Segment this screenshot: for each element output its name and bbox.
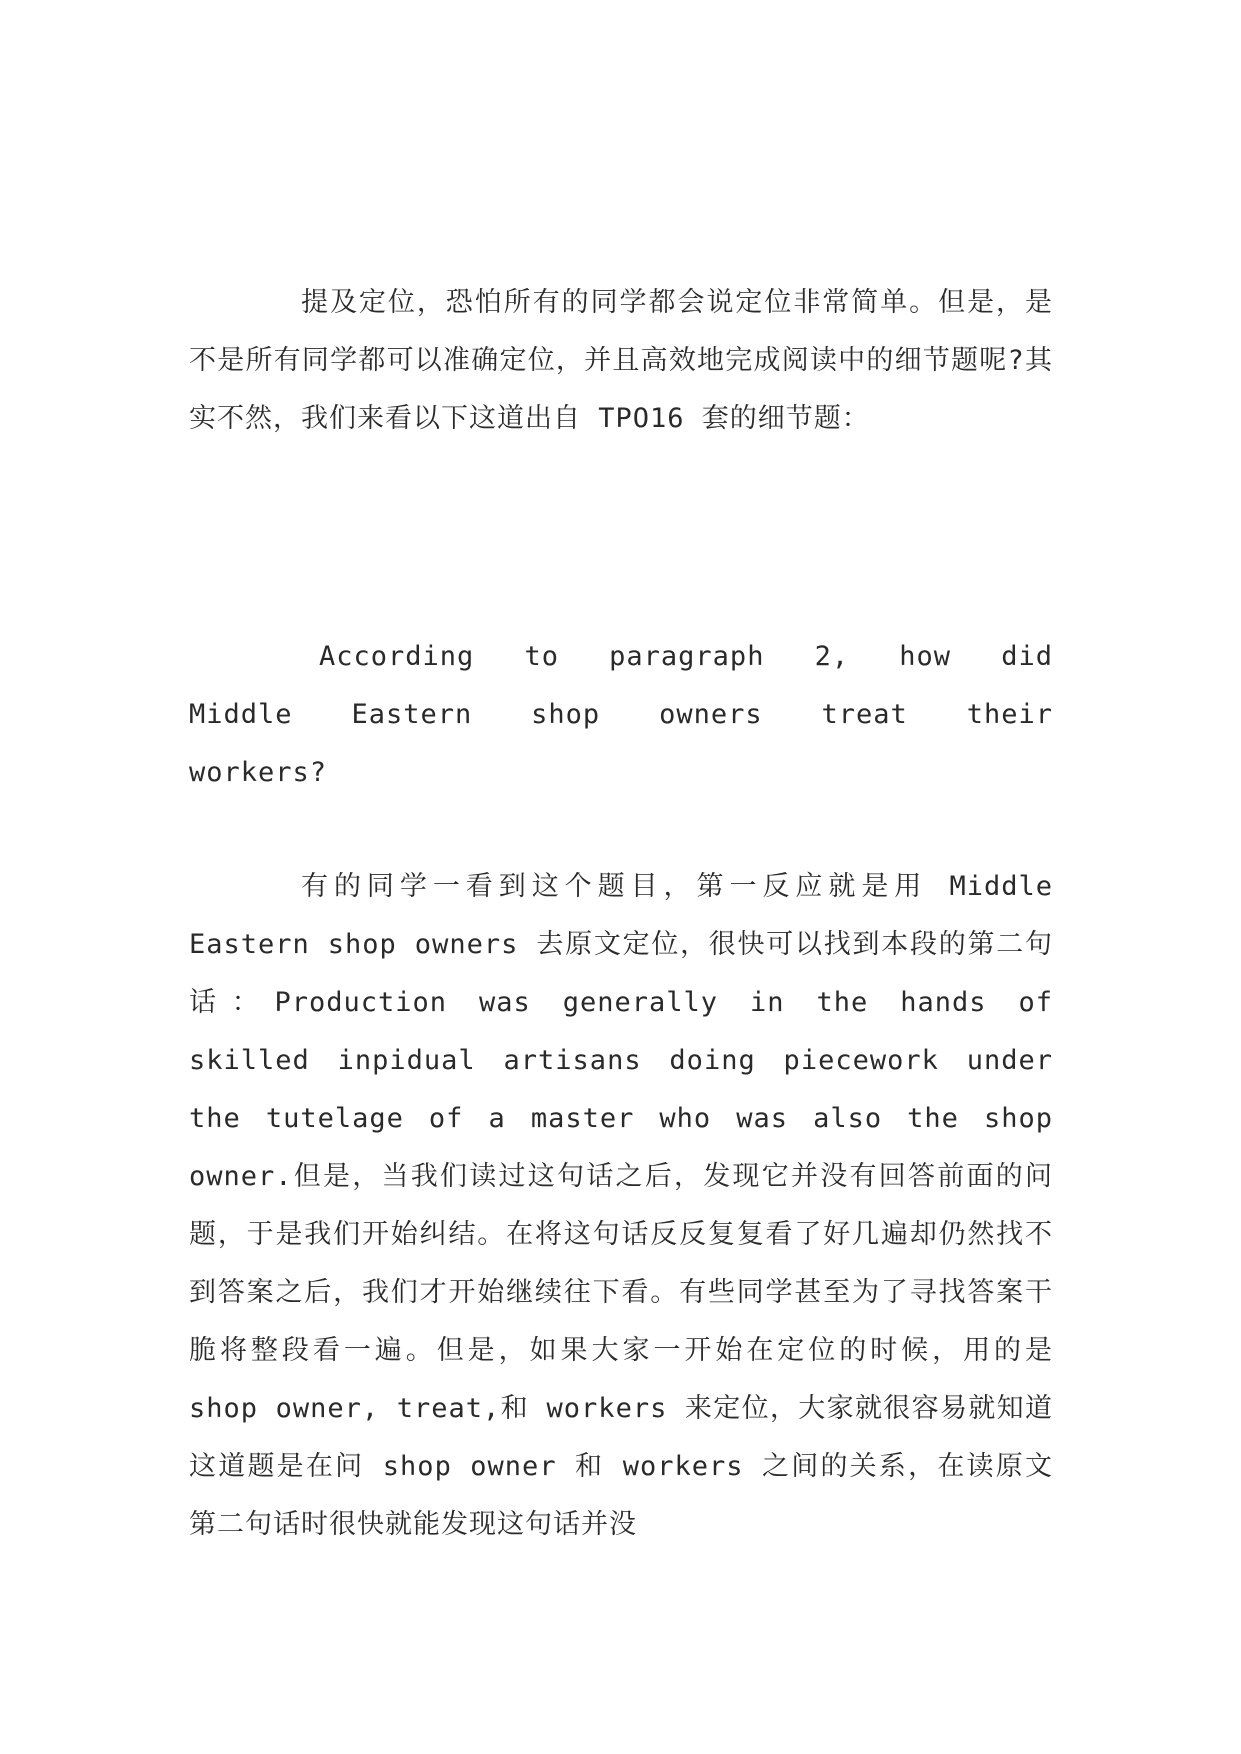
analysis-paragraph: 有的同学一看到这个题目，第一反应就是用 Middle Eastern shop owners 去原文定位，很快可以找到本段的第二句话：Production was generally in the hands of skilled inpidual artisans doing piecework under the tutelage of a master who was also the shop owner.但是，当我们读过这句话之后，发现它并没有回答前面的问题，于是我们开始纠结。在将这句话反反复复看了好几遍却仍然找不到答案之后，我们才开始继续往下看。有些同学甚至为了寻找答案干脆将整段看一遍。但是，如果大家一开始在定位的时候，用的是 shop owner, treat,和 workers 来定位，大家就很容易就知道这道题是在问 shop owner 和 workers 之间的关系，在读原文第二句话时很快就能发现这句话并没: [189, 871, 1053, 1540]
intro-paragraph: 提及定位，恐怕所有的同学都会说定位非常简单。但是，是不是所有同学都可以准确定位，并且高效地完成阅读中的细节题呢?其实不然，我们来看以下这道出自 TPO16 套的细节题：: [189, 287, 1053, 434]
question-paragraph: According to paragraph 2, how did Middle Eastern shop owners treat their workers?: [189, 641, 1053, 788]
